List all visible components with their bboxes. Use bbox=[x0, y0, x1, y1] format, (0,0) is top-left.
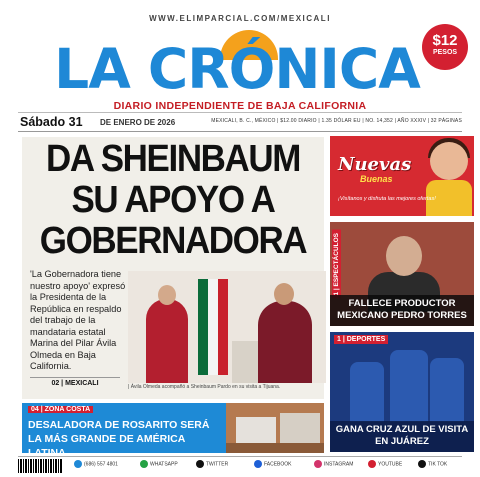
phone-icon bbox=[74, 460, 82, 468]
side-story-tag: 1 | DEPORTES bbox=[334, 335, 388, 344]
bottom-story[interactable] bbox=[22, 403, 226, 459]
masthead bbox=[52, 32, 422, 101]
social-item-tiktok[interactable] bbox=[418, 460, 447, 468]
bottom-story-headline: DESALADORA DE ROSARITO SERÁ LA MÁS GRANDE DE AMÉRICA LATINA bbox=[28, 419, 210, 459]
advertisement[interactable] bbox=[330, 136, 474, 216]
lead-headline-line: SU APOYO A bbox=[71, 179, 275, 221]
price-badge bbox=[422, 24, 468, 70]
social-value: FACEBOOK bbox=[264, 461, 292, 468]
photo-caption: | Ávila Olmeda acompañó a Sheinbaum Pardo en su visita a Tijuana. bbox=[128, 384, 281, 390]
whatsapp-icon bbox=[140, 460, 148, 468]
bottom-story-tag: 04 | ZONA COSTA bbox=[28, 406, 93, 413]
building-shape bbox=[280, 413, 320, 443]
bottom-story-photo bbox=[226, 403, 324, 453]
dateline bbox=[18, 112, 462, 132]
social-value: WHATSAPP bbox=[150, 461, 178, 468]
player-figure bbox=[350, 362, 384, 422]
player-figure bbox=[430, 358, 464, 422]
player-figure bbox=[390, 350, 428, 422]
ad-subtitle: Buenas bbox=[360, 174, 393, 184]
ground-shape bbox=[226, 443, 324, 453]
newspaper-title: LA CRÓNICA bbox=[54, 37, 420, 101]
date-month-year: DE ENERO DE 2026 bbox=[100, 118, 176, 127]
person-head bbox=[386, 236, 422, 276]
price-amount: $12 bbox=[432, 32, 458, 49]
social-item-twitter[interactable] bbox=[196, 460, 228, 468]
lead-section-tag: 02 | MEXICALI bbox=[30, 377, 120, 389]
person-head bbox=[158, 285, 176, 305]
social-value: TIK TOK bbox=[428, 461, 448, 468]
person-figure bbox=[258, 301, 312, 383]
barcode-icon bbox=[18, 459, 62, 473]
lead-photo bbox=[128, 271, 326, 383]
social-value: TWITTER bbox=[206, 461, 229, 468]
social-item-youtube[interactable] bbox=[368, 460, 402, 468]
social-value: (686) 557 4801 bbox=[84, 461, 118, 468]
footer-bar bbox=[18, 456, 462, 474]
person-head bbox=[274, 283, 294, 305]
side-story-entertainment[interactable] bbox=[330, 222, 474, 326]
lead-headline-line: GOBERNADORA bbox=[39, 220, 307, 262]
ad-footnote: ¡Visítanos y disfruta las mejores ofertas! bbox=[338, 196, 436, 202]
person-figure bbox=[146, 299, 188, 383]
edition-info: MEXICALI, B. C., MÉXICO | $12.00 DIARIO | 1.35 DÓLAR EU | NO. 14,352 | AÑO XXXIV | 32 PÁGINAS bbox=[211, 118, 462, 124]
lead-headline-line: DA SHEINBAUM bbox=[45, 138, 301, 180]
side-story-headline: GANA CRUZ AZUL DE VISITA EN JUÁREZ bbox=[330, 421, 474, 452]
side-story-tag: 1 | ESPECTÁCULOS bbox=[332, 230, 341, 299]
site-url: WWW.ELIMPARCIAL.COM/MEXICALI bbox=[149, 14, 331, 23]
social-item-whatsapp[interactable] bbox=[140, 460, 178, 468]
mexico-flag-icon bbox=[198, 279, 228, 375]
mascot-face bbox=[430, 142, 468, 180]
facebook-icon bbox=[254, 460, 262, 468]
tiktok-icon bbox=[418, 460, 426, 468]
twitter-icon bbox=[196, 460, 204, 468]
youtube-icon bbox=[368, 460, 376, 468]
social-item-instagram[interactable] bbox=[314, 460, 353, 468]
newspaper-subtitle: DIARIO INDEPENDIENTE DE BAJA CALIFORNIA bbox=[113, 100, 367, 112]
social-value: YOUTUBE bbox=[378, 461, 403, 468]
building-shape bbox=[236, 417, 276, 443]
price-currency: PESOS bbox=[432, 49, 458, 56]
ad-title: Nuevas bbox=[338, 154, 412, 175]
social-item-facebook[interactable] bbox=[254, 460, 292, 468]
social-value: INSTAGRAM bbox=[324, 461, 354, 468]
lead-headline bbox=[34, 139, 312, 262]
social-item-phone[interactable] bbox=[74, 460, 118, 468]
side-story-sports[interactable] bbox=[330, 332, 474, 452]
date-day: Sábado 31 bbox=[20, 115, 83, 129]
lead-summary: 'La Gobernadora tiene nuestro apoyo' expresó la Presidenta de la República en respaldo del trabajo de la mandataria estatal Marina del Pilar Ávila Olmeda en Baja California. bbox=[30, 269, 126, 371]
side-story-headline: FALLECE PRODUCTOR MEXICANO PEDRO TORRES bbox=[330, 295, 474, 326]
instagram-icon bbox=[314, 460, 322, 468]
